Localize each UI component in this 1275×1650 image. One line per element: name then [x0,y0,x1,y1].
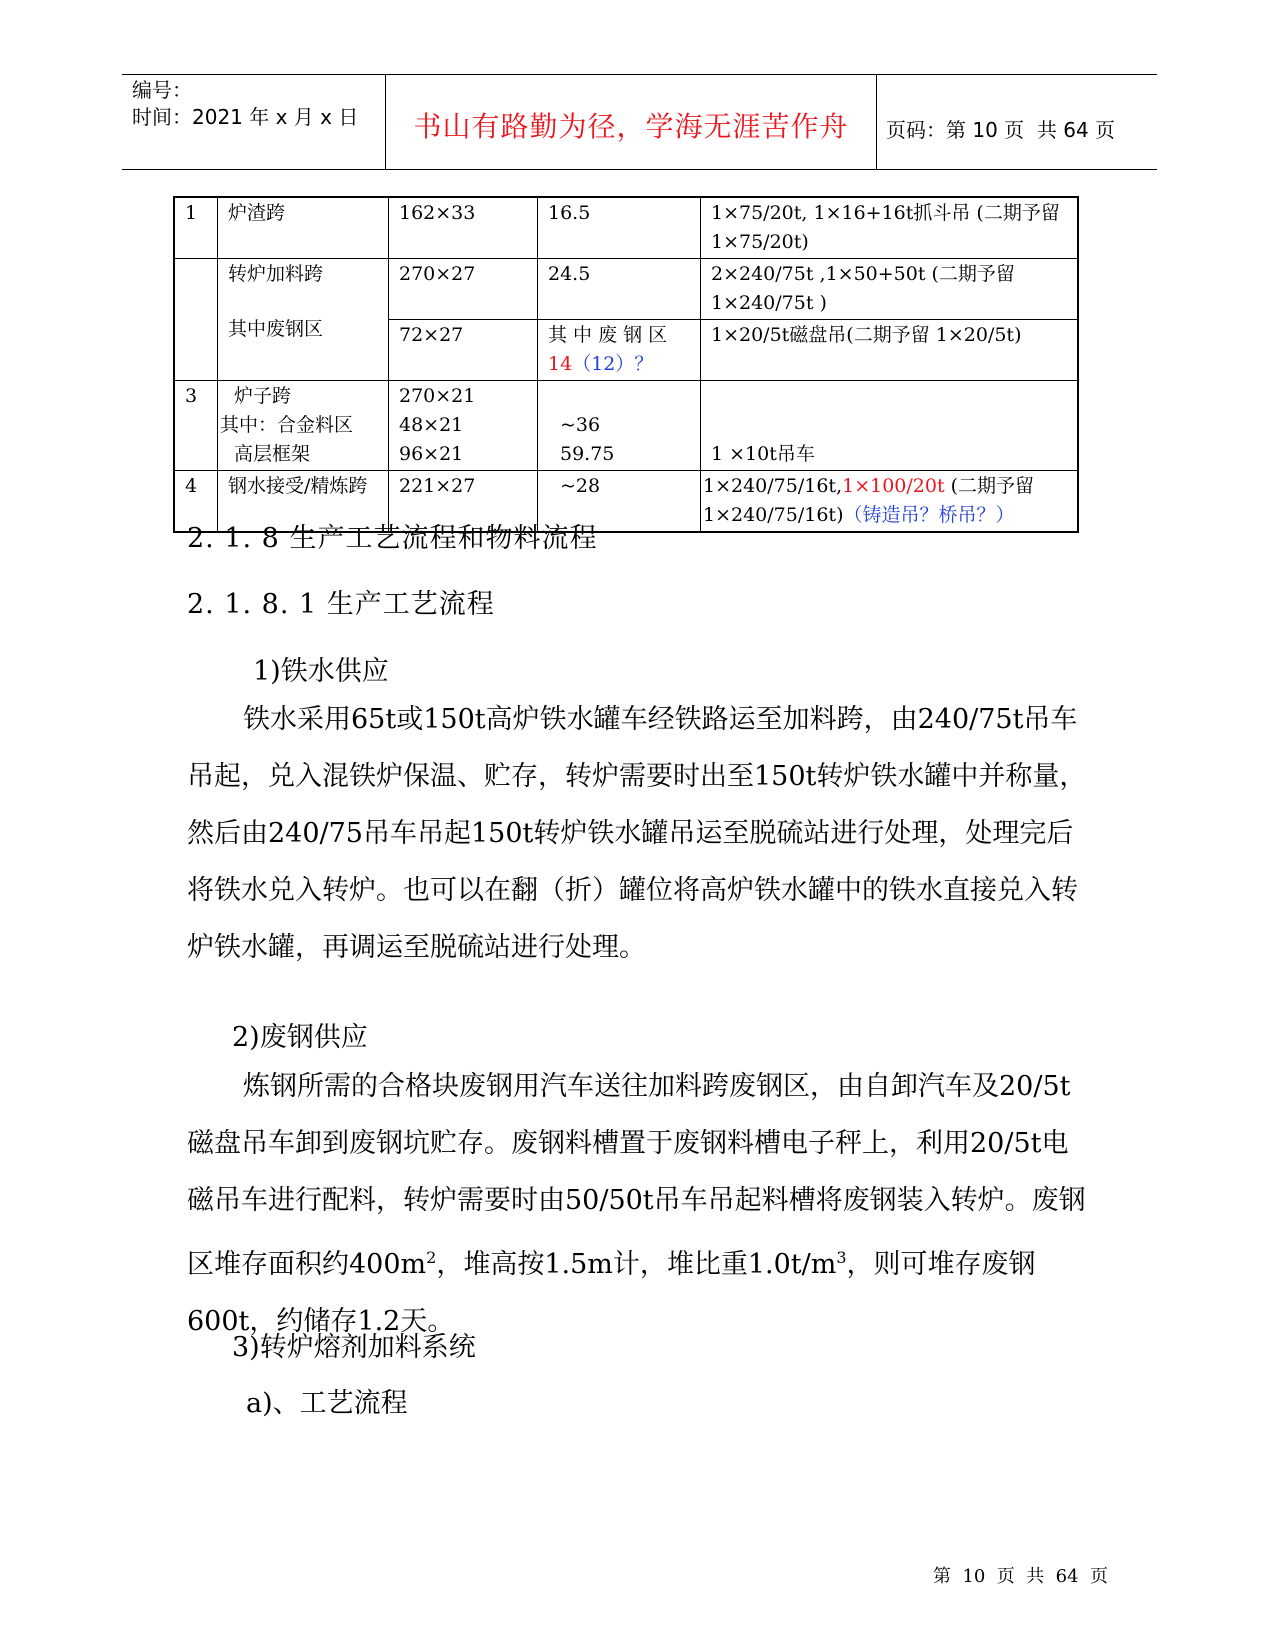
scrap-text-1: 炼钢所需的合格块废钢用汽车送往加料跨废钢区，由自卸汽车及20/5t磁盘吊车卸到废钢坑贮存。废钢料槽置于废钢料槽电子秤上，利用20/5t电磁吊车进行配料，转炉需要时由50/50t吊车吊起料槽将废钢装入转炉。废钢区堆存面积约400m [187,1071,1086,1280]
header-page-info [886,75,1156,175]
page-info: 页码：第 10 页 共 64 页 [886,117,1116,142]
span-size: 72×27 [389,320,538,381]
span-name: 炉子跨 [234,385,292,407]
span-size: 221×27 [389,471,538,533]
iron-supply-title: 1)铁水供应 [253,656,389,687]
motto: 书山有路勤为径，学海无涯苦作舟 [413,110,849,143]
span-size: 96×21 [399,443,464,465]
process-flow-title: a)、工艺流程 [246,1388,408,1419]
scrap-text-3: ，则可堆存废钢600t，约储存1.2天。 [187,1249,1036,1337]
scrap-supply-body [187,1058,1087,1350]
page-footer: 第 10 页 共 64 页 [933,1566,1109,1587]
table-row [174,197,1078,259]
scrap-supply-text [187,1058,1087,1350]
span-name: 炉渣跨 [218,197,389,259]
crane-spec: 1 ×10t吊车 [711,443,815,465]
page-header [122,74,1157,170]
flux-system-title: 3)转炉熔剂加料系统 [232,1332,476,1363]
crane-spec: 1×20/5t磁盘吊(二期予留 1×20/5t) [701,320,1079,381]
span-size: 48×21 [399,414,464,436]
row-no: 1 [174,197,218,259]
crane-spec: 2×240/75t ,1×50+50t (二期予留 1×240/75t ) [701,259,1079,320]
height-red: 14 [548,353,573,375]
span-size: 270×27 [389,259,538,320]
height-value [548,350,690,379]
span-subname: 其中：合金料区 [220,414,354,436]
span-size: 162×33 [389,197,538,259]
header-left [132,77,382,131]
span-subname: 其中废钢区 [228,318,324,340]
crane-red: 1×100/20t [842,475,945,497]
span-height: 59.75 [560,443,615,465]
crane-spec: 1×75/20t, 1×16+16t抓斗吊 (二期予留1×75/20t) [701,197,1079,259]
crane-spec-cell [701,381,1079,471]
table-row [174,381,1078,471]
crane-a: 1×240/75/16t, [703,475,843,497]
span-height-cell [538,320,701,381]
span-height: ~28 [538,471,701,533]
scrap-text-2: ，堆高按1.5m计，堆比重1.0t/m [436,1249,837,1280]
span-height: 24.5 [538,259,701,320]
span-name: 转炉加料跨 [228,263,324,285]
span-height-cell [538,381,701,471]
span-height: 16.5 [538,197,701,259]
span-name: 钢水接受/精炼跨 [218,471,389,533]
span-height: ~36 [560,414,601,436]
section-heading: 2. 1. 8 生产工艺流程和物料流程 [187,523,598,554]
crane-spec-cell [701,471,1079,533]
row-no: 3 [174,381,218,471]
header-motto-cell [385,75,877,169]
subsection-heading: 2. 1. 8. 1 生产工艺流程 [187,589,495,620]
span-spec-table [173,196,1079,533]
sup-2: 2 [426,1248,437,1267]
scrap-supply-title: 2)废钢供应 [232,1022,368,1053]
row-no: 4 [174,471,218,533]
span-size: 270×21 [399,385,476,407]
height-blue: （12）？ [572,353,654,375]
span-subname: 高层框架 [234,443,311,465]
span-name-cell [218,381,389,471]
table-row [174,259,1078,320]
time-label: 时间：2021 年 x 月 x 日 [132,105,359,129]
iron-supply-text: 铁水采用65t或150t高炉铁水罐车经铁路运至加料跨，由240/75t吊车吊起，兑入混铁炉保温、贮存，转炉需要时出至150t转炉铁水罐中并称量，然后由240/75吊车吊起150t转炉铁水罐吊运至脱硫站进行处理，处理完后将铁水兑入转炉。也可以在翻（折）罐位将高炉铁水罐中的铁水直接兑入转炉铁水罐，再调运至脱硫站进行处理。 [187,704,1087,963]
iron-supply-body [187,691,1087,976]
span-name-cell [218,259,389,381]
sup-3: 3 [836,1248,847,1267]
crane-blue: （铸造吊？桥吊？） [843,504,1015,526]
span-size-cell [389,381,538,471]
crane-b: (二期予留 1×240/75/16t) [703,475,1035,526]
serial-label: 编号： [132,78,192,102]
row-no [174,259,218,381]
height-prefix: 其 中 废 钢 区 [548,324,668,346]
